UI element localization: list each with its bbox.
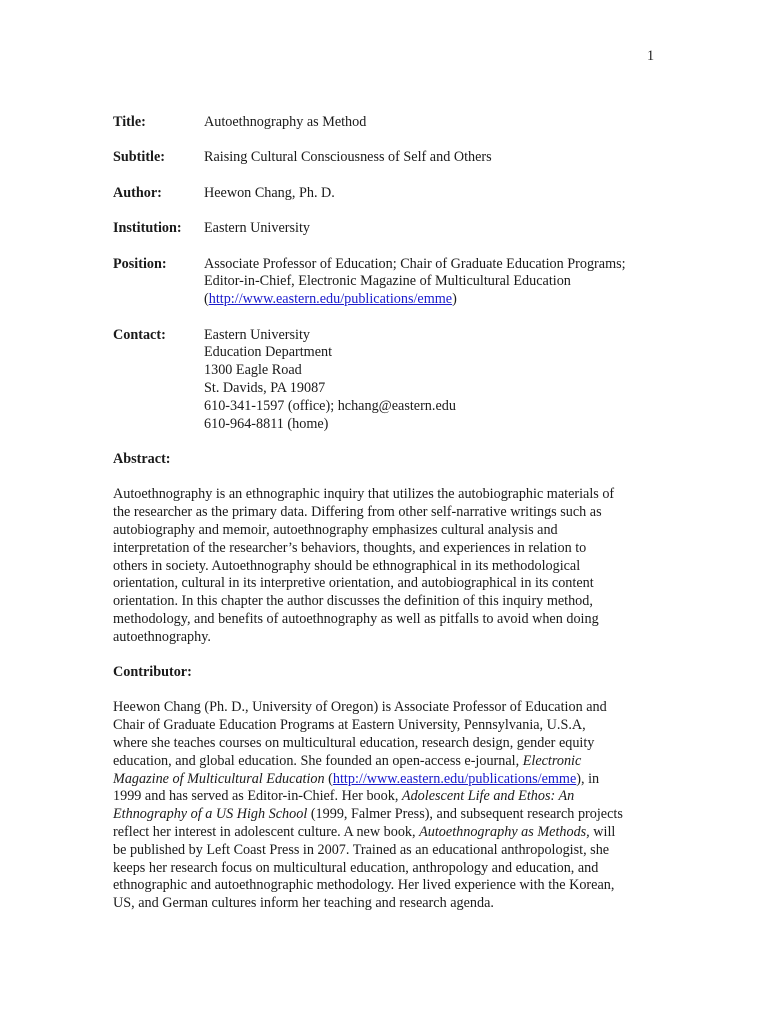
document-body: [113, 114, 658, 931]
text-run: (1999, Falmer Press), and subsequent research projects: [307, 806, 623, 823]
contributor-line: where she teaches courses on multicultural education, research design, gender equity: [113, 735, 595, 752]
text-run: 1999 and has served as Editor-in-Chief. Her book,: [113, 788, 402, 805]
open-paren: (: [204, 291, 209, 308]
contributor-line: Chair of Graduate Education Programs at Eastern University, Pennsylvania, U.S.A,: [113, 717, 586, 734]
book-title-italic: Ethnography of a US High School: [113, 806, 308, 823]
contributor-line: ethnographic and autoethnographic methodology. Her lived experience with the Korean,: [113, 877, 615, 894]
text-run: will: [589, 824, 616, 841]
institution-label: Institution:: [113, 220, 182, 237]
contact-row: [113, 327, 658, 434]
contact-value: [204, 327, 658, 434]
contributor-line: [113, 753, 658, 771]
contributor-line: [113, 806, 658, 824]
abstract-line: Autoethnography is an ethnographic inquiry that utilizes the autobiographic materials of: [113, 486, 615, 503]
contributor-line: [113, 824, 658, 842]
contact-line: 610-341-1597 (office); hchang@eastern.edu: [204, 397, 456, 414]
contributor-line: be published by Left Coast Press in 2007. Trained as an educational anthropologist, she: [113, 841, 610, 858]
position-row: [113, 256, 658, 309]
contact-line: St. Davids, PA 19087: [204, 379, 326, 396]
journal-title-italic: Electronic: [522, 752, 582, 769]
contributor-line: [113, 788, 658, 806]
text-run: education, and global education. She founded an open-access e-journal,: [113, 752, 523, 769]
abstract-line: methodology, and benefits of autoethnography as well as pitfalls to avoid when doing: [113, 610, 599, 627]
contributor-line: keeps her research focus on multicultural education, anthropology and education, and: [113, 859, 599, 876]
journal-title-italic: Magazine of Multicultural Education: [113, 770, 325, 787]
subtitle-value: Raising Cultural Consciousness of Self and Others: [204, 149, 492, 166]
emme-link-contributor[interactable]: http://www.eastern.edu/publications/emme: [332, 770, 577, 787]
book-title-italic: Autoethnography as Methods,: [419, 824, 590, 841]
page-number: 1: [647, 48, 655, 64]
abstract-line: autobiography and memoir, autoethnography emphasizes cultural analysis and: [113, 521, 558, 538]
author-label: Author:: [113, 184, 162, 201]
contributor-heading: Contributor:: [113, 664, 192, 681]
subtitle-row: [113, 149, 658, 167]
position-line: Associate Professor of Education; Chair of Graduate Education Programs;: [204, 255, 626, 272]
abstract-heading: Abstract:: [113, 450, 171, 467]
author-value: Heewon Chang, Ph. D.: [204, 184, 335, 201]
abstract-line: others in society. Autoethnography should be ethnographical in its methodological: [113, 557, 581, 574]
text-run: reflect her interest in adolescent culture. A new book,: [113, 824, 420, 841]
abstract-line: orientation. In this chapter the author discusses the definition of this inquiry method,: [113, 593, 593, 610]
subtitle-label: Subtitle:: [113, 149, 166, 166]
abstract-paragraph: [113, 486, 658, 646]
title-label: Title:: [113, 114, 146, 130]
emme-link[interactable]: http://www.eastern.edu/publications/emme: [208, 291, 453, 308]
institution-row: [113, 220, 658, 238]
author-row: [113, 185, 658, 203]
position-link-line: [204, 291, 658, 309]
institution-value: Eastern University: [204, 220, 310, 237]
abstract-line: interpretation of the researcher’s behaviors, thoughts, and experiences in relation to: [113, 539, 587, 556]
text-run: (: [324, 770, 333, 787]
contributor-line: [113, 771, 658, 789]
contact-line: Eastern University: [204, 326, 310, 343]
contact-line: 1300 Eagle Road: [204, 362, 302, 379]
title-value: Autoethnography as Method: [204, 114, 367, 130]
contact-label: Contact:: [113, 326, 166, 343]
close-paren: ): [452, 291, 457, 308]
contact-line: Education Department: [204, 344, 333, 361]
contributor-line: US, and German cultures inform her teaching and research agenda.: [113, 895, 494, 912]
position-value: [204, 256, 658, 309]
contact-line: 610-964-8811 (home): [204, 415, 329, 432]
abstract-line: the researcher as the primary data. Differing from other self-narrative writings such as: [113, 504, 602, 521]
abstract-line: orientation, cultural in its interpretive orientation, and autobiographical in its content: [113, 575, 594, 592]
text-run: ), in: [576, 770, 600, 787]
position-label: Position:: [113, 255, 167, 272]
position-line: Editor-in-Chief, Electronic Magazine of Multicultural Education: [204, 273, 571, 290]
title-row: [113, 114, 658, 132]
contributor-paragraph: [113, 699, 658, 913]
book-title-italic: Adolescent Life and Ethos: An: [401, 788, 575, 805]
abstract-line: autoethnography.: [113, 628, 211, 645]
contributor-line: Heewon Chang (Ph. D., University of Oregon) is Associate Professor of Education and: [113, 699, 607, 716]
